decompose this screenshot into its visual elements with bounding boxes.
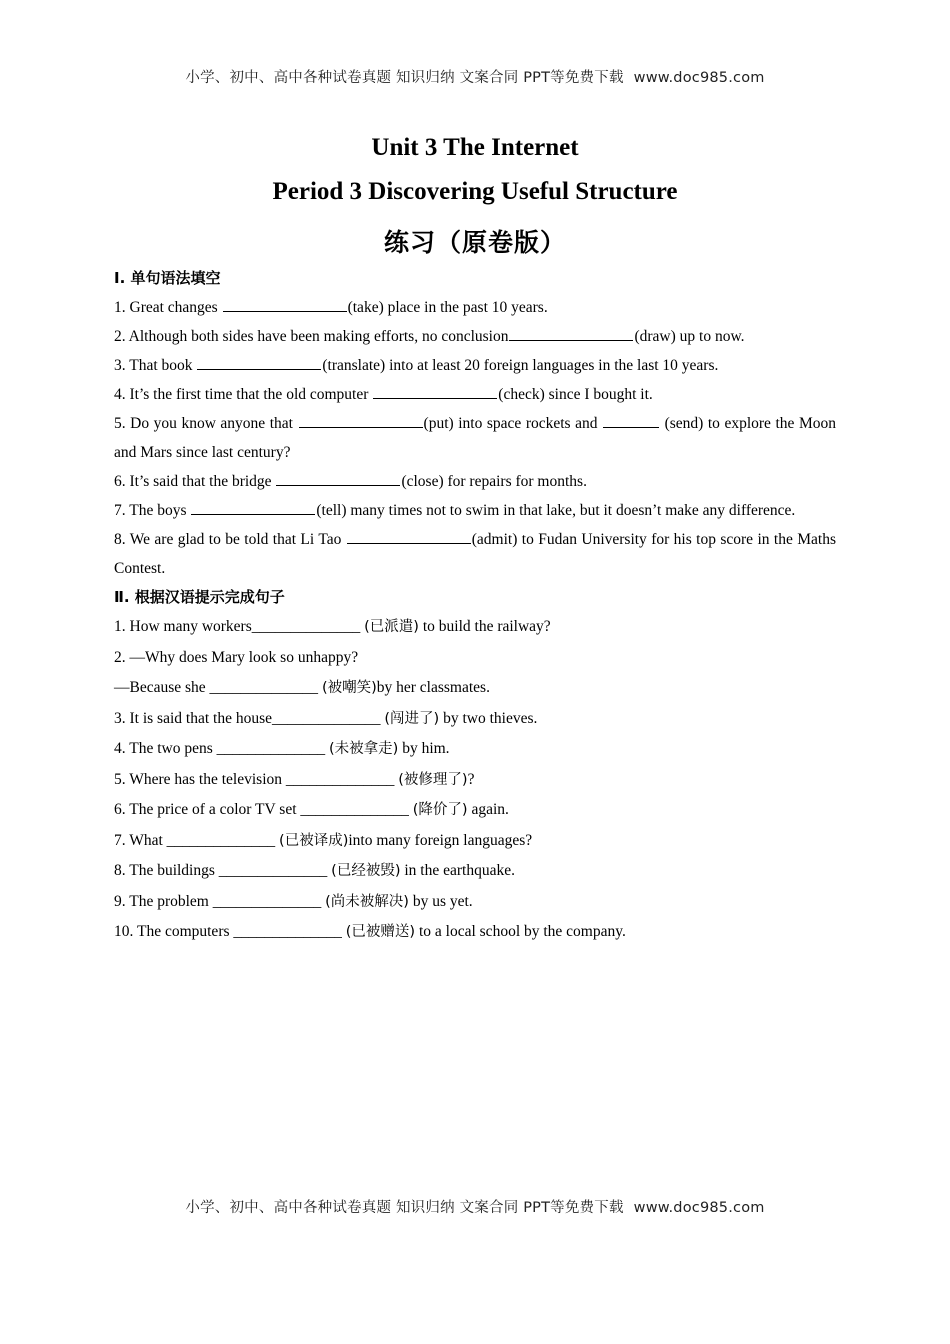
footer-text: 小学、初中、高中各种试卷真题 知识归纳 文案合同 PPT等免费下载 [185, 1200, 624, 1216]
question-text: (take) place in the past 10 years. [347, 299, 548, 316]
question-1-4 [114, 380, 836, 409]
unit-title: Unit 3 The Internet [371, 134, 579, 161]
question-2-5 [114, 765, 836, 796]
edition-title: 练习（原卷版） [383, 230, 566, 257]
question-text: 1. How many workers______________ [114, 618, 365, 635]
answer-blank[interactable] [191, 498, 315, 515]
section2-heading: Ⅱ. 根据汉语提示完成句子 [114, 588, 285, 606]
chinese-hint: (闯进了) [384, 710, 440, 727]
chinese-hint: (被修理了) [398, 771, 468, 788]
question-1-5 [114, 409, 836, 467]
chinese-hint: (已经被毁) [331, 863, 401, 879]
answer-blank[interactable] [276, 469, 400, 486]
question-text: 2. —Why does Mary look so unhappy? [114, 648, 359, 666]
question-text: 1. Great changes [114, 299, 222, 316]
question-text: (close) for repairs for months. [401, 473, 587, 490]
question-text: by us yet. [408, 892, 473, 910]
section1-heading: Ⅰ. 单句语法填空 [114, 269, 221, 287]
question-2-3 [114, 704, 836, 735]
question-text: (put) into space rockets and [423, 415, 603, 432]
question-text: 6. It’s said that the bridge [114, 473, 276, 490]
question-text: again. [467, 801, 509, 818]
question-text: 3. It is said that the house______________ [114, 709, 385, 727]
question-2-9 [114, 887, 836, 918]
question-text: by two thieves. [439, 709, 538, 727]
question-text: (translate) into at least 20 foreign languages in the last 10 years. [322, 357, 719, 374]
answer-blank[interactable] [197, 353, 321, 370]
question-text: (tell) many times not to swim in that lake, but it doesn’t make any difference. [316, 502, 796, 519]
question-text: (send) to explore the Moon and Mars since last century? [114, 415, 836, 461]
answer-blank[interactable] [347, 527, 471, 544]
question-1-1 [114, 293, 836, 322]
question-text: 9. The problem ______________ [114, 892, 326, 910]
chinese-hint: (尚未被解决) [325, 893, 409, 910]
header-text: 小学、初中、高中各种试卷真题 知识归纳 文案合同 PPT等免费下载 [185, 70, 624, 86]
chinese-hint: (已被赠送) [345, 924, 416, 940]
question-text: by her classmates. [376, 679, 490, 696]
question-1-7 [114, 496, 836, 525]
question-text: (draw) up to now. [634, 328, 745, 345]
question-2-8 [114, 856, 836, 887]
question-1-2 [114, 322, 836, 351]
period-title: Period 3 Discovering Useful Structure [272, 178, 678, 205]
question-text: 5. Do you know anyone that [114, 415, 298, 432]
question-text: 8. We are glad to be told that Li Tao [114, 531, 346, 548]
page-header [0, 66, 950, 87]
question-text: 8. The buildings ______________ [114, 862, 332, 879]
answer-blank[interactable] [603, 411, 659, 428]
question-1-3 [114, 351, 836, 380]
question-text: (admit) to Fudan University for his top score in the Maths Contest. [114, 531, 836, 577]
question-text: 6. The price of a color TV set ______________ [114, 801, 413, 818]
question-text: 10. The computers ______________ [114, 923, 346, 940]
question-2-6 [114, 795, 836, 826]
answer-blank[interactable] [299, 411, 423, 428]
answer-blank[interactable] [509, 324, 633, 341]
chinese-hint: (未被拿走) [328, 741, 399, 757]
chinese-hint: (已派遣) [364, 619, 419, 635]
question-2-1 [114, 612, 836, 643]
question-1-8 [114, 525, 836, 583]
question-text: in the earthquake. [400, 862, 515, 879]
question-2-10 [114, 917, 836, 948]
question-text: 2. Although both sides have been making efforts, no conclusion [114, 328, 509, 345]
chinese-hint: (已被译成) [279, 832, 349, 849]
question-2-2-answer [114, 673, 836, 704]
chinese-hint: (被嘲笑) [321, 680, 377, 696]
answer-blank[interactable] [373, 382, 497, 399]
answer-blank[interactable] [223, 295, 347, 312]
question-text: 3. That book [114, 357, 197, 374]
page-footer [0, 1196, 950, 1217]
question-text: into many foreign languages? [348, 831, 533, 849]
chinese-hint: (降价了) [412, 802, 468, 818]
question-2-4 [114, 734, 836, 765]
question-text: (check) since I bought it. [498, 386, 653, 403]
question-text: —Because she ______________ [114, 679, 322, 696]
question-text: by him. [398, 740, 450, 757]
header-url[interactable]: www.doc985.com [633, 70, 765, 86]
question-text: 7. The boys [114, 502, 191, 519]
question-1-6 [114, 467, 836, 496]
question-text: 4. The two pens ______________ [114, 740, 329, 757]
worksheet-content [114, 264, 836, 948]
question-2-7 [114, 826, 836, 857]
question-text: to build the railway? [418, 618, 551, 635]
question-text: to a local school by the company. [415, 923, 626, 940]
question-text: 7. What ______________ [114, 831, 280, 849]
question-text: 4. It’s the first time that the old computer [114, 386, 373, 403]
footer-url[interactable]: www.doc985.com [633, 1200, 765, 1216]
question-text: 5. Where has the television ______________ [114, 770, 399, 788]
question-2-2 [114, 643, 836, 674]
question-text: ? [467, 770, 475, 788]
